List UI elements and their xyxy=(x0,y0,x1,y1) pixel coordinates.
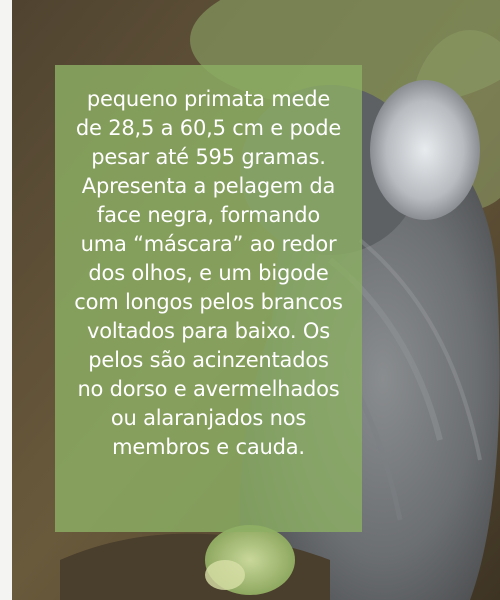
caption-text: pequeno primata mede de 28,5 a 60,5 cm e pode pesar até 595 gramas. Apresenta a pelagem da face negra, formando uma “máscara” ao redor dos olhos, e um bigode com longos pelos brancos voltados para baixo. Os pelos são acinzentados no dorso e avermelhados ou alaranjados nos membros e cauda. xyxy=(74,87,343,459)
caption-overlay xyxy=(55,65,362,532)
